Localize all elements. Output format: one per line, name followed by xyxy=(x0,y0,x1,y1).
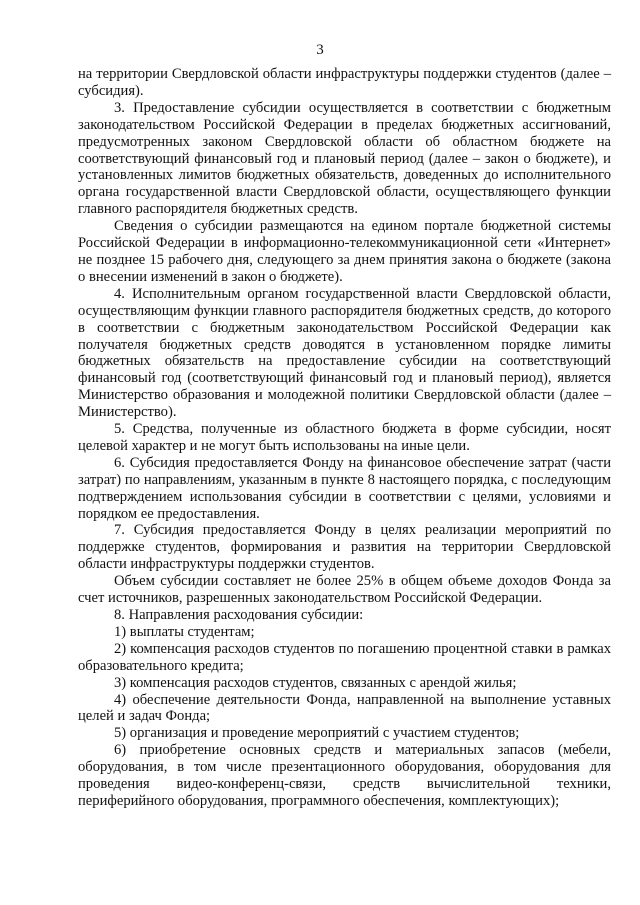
paragraph-continuation: на территории Свердловской области инфраструктуры поддержки студентов (далее – субсидия). xyxy=(78,66,611,99)
paragraph-clause-4: 4. Исполнительным органом государственной власти Свердловской области, осуществляющим функции главного распорядителя бюджетных средств, до которого в соответствии с бюджетным законодательством Российской Федерации как получателя бюджетных средств доводятся в установленном порядке лимиты бюджетных обязательств на предоставление субсидии на соответствующий финансовый год (соответствующий финансовый год и плановый период), является Министерство образования и молодежной политики Свердловской области (далее – Министерство). xyxy=(78,285,611,421)
list-item-6: 6) приобретение основных средств и материальных запасов (мебели, оборудования, в том числе презентационного оборудования, оборудования для проведения видео-конференц-связи, средств вычислительной техники, периферийного оборудования, программного обеспечения, комплектующих); xyxy=(78,742,611,809)
paragraph-clause-5: 5. Средства, полученные из областного бюджета в форме субсидии, носят целевой характер и не могут быть использованы на иные цели. xyxy=(78,421,611,454)
paragraph-publication-info: Сведения о субсидии размещаются на едином портале бюджетной системы Российской Федерации в информационно-телекоммуникационной сети «Интернет» не позднее 15 рабочего дня, следующего за днем принятия закона о бюджете (закона о внесении изменений в закон о бюджете). xyxy=(78,218,611,285)
list-item-2: 2) компенсация расходов студентов по погашению процентной ставки в рамках образовательного кредита; xyxy=(78,640,611,674)
page-number: 3 xyxy=(316,42,324,58)
list-item-4: 4) обеспечение деятельности Фонда, направленной на выполнение уставных целей и задач Фонда; xyxy=(78,691,611,725)
list-item-1: 1) выплаты студентам; xyxy=(114,623,255,640)
paragraph-clause-7: 7. Субсидия предоставляется Фонду в целях реализации мероприятий по поддержке студентов, формирования и развития на территории Свердловской области инфраструктуры поддержки студентов. xyxy=(78,522,611,573)
list-item-3: 3) компенсация расходов студентов, связанных с арендой жилья; xyxy=(114,674,517,691)
paragraph-clause-3: 3. Предоставление субсидии осуществляется в соответствии с бюджетным законодательством Российской Федерации в пределах бюджетных ассигнований, предусмотренных законом Свердловской области об областном бюджете на соответствующий финансовый год и плановый период (далее – закон о бюджете), и установленных лимитов бюджетных обязательств, доведенных до исполнительного органа государственной власти Свердловской области, осуществляющего функции главного распорядителя бюджетных средств. xyxy=(78,99,611,218)
list-item-5: 5) организация и проведение мероприятий с участием студентов; xyxy=(114,725,520,742)
paragraph-clause-8: 8. Направления расходования субсидии: xyxy=(114,607,364,623)
paragraph-subsidy-volume: Объем субсидии составляет не более 25% в общем объеме доходов Фонда за счет источников, разрешенных законодательством Российской Федерации. xyxy=(78,573,611,607)
paragraph-clause-6: 6. Субсидия предоставляется Фонду на финансовое обеспечение затрат (части затрат) по направлениям, указанным в пункте 8 настоящего порядка, с последующим подтверждением использования субсидии в соответствии с целями, условиями и порядком ее предоставления. xyxy=(78,454,611,522)
document-body xyxy=(78,66,611,810)
